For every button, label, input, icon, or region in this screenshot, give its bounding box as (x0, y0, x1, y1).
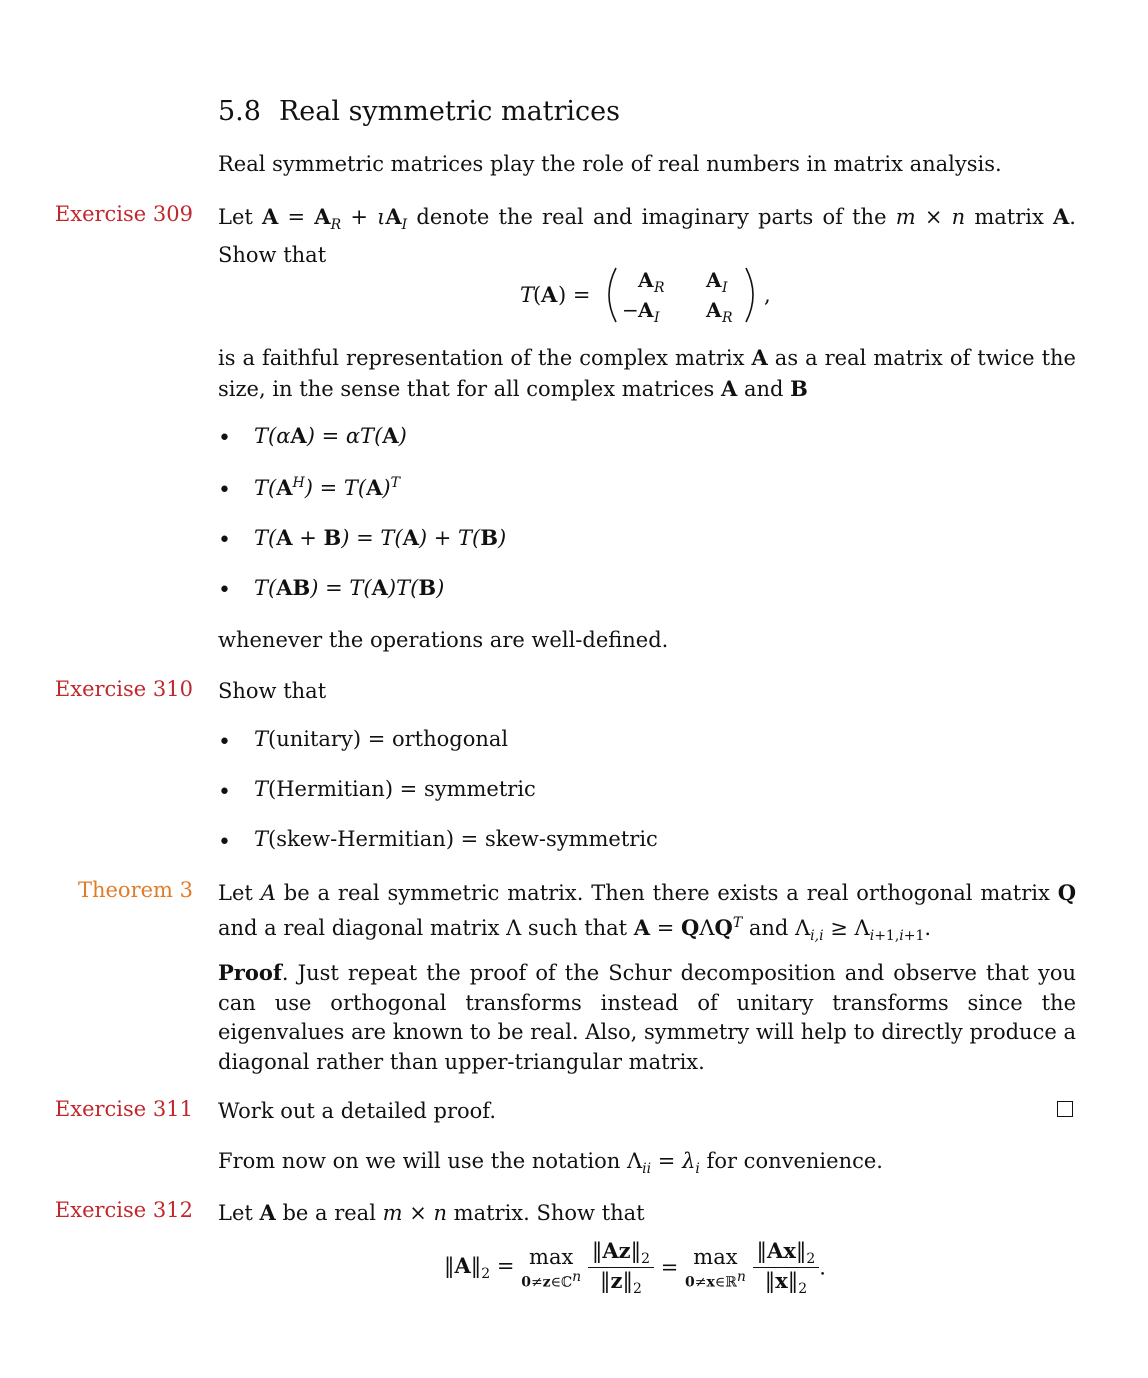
svg-text:A: A (706, 268, 722, 292)
exercise-309-label: Exercise 309 (54, 202, 193, 226)
svg-text:A: A (638, 268, 654, 292)
svg-text:I: I (722, 280, 728, 296)
norm-equation: $‖A‖_2$ = max 0≠z∈ℂ$^n$ $\frac{‖Az‖_2}{‖z‖_2}$ = max 0≠x∈ℝ$^n$ $\frac{‖Ax‖_2}{‖x‖_2}$ . (444, 1238, 826, 1298)
exercise-309-statement: Let $A = A_R + \iota A_I$ denote the real and imaginary parts of the m × n matrix A. Show that (218, 204, 1076, 267)
t-matrix-equation (520, 262, 780, 328)
svg-text:A: A (706, 298, 722, 322)
svg-text:A: A (638, 298, 654, 322)
svg-text:(: ( (533, 283, 542, 307)
exercise-311-label: Exercise 311 (54, 1097, 193, 1121)
theorem-3-statement: Let A be a real symmetric matrix. Then there exists a real orthogonal matrix Q and a real diagonal matrix Λ such that $A = Q\Lambda Q^T$ and $\Lambda_{i,i} \ge \Lambda_{i+1,i+1}$. (218, 880, 1076, 944)
t-matrix-equation-svg (520, 262, 780, 328)
svg-text:A: A (541, 282, 558, 307)
svg-text:I: I (654, 310, 660, 326)
svg-text:,: , (764, 283, 771, 307)
theorem-3-label: Theorem 3 (77, 878, 193, 902)
svg-text:R: R (722, 310, 733, 326)
qed-box-icon (1057, 1101, 1073, 1117)
exercise-309-paragraph-2: is a faithful representation of the complex matrix A as a real matrix of twice the size, in the sense that for all complex matrices A and B (218, 345, 1076, 401)
proof-paragraph: Proof. Just repeat the proof of the Schur decomposition and observe that you can use orthogonal transforms instead of unitary transforms since the eigenvalues are known to be real. Also, symmetry will help to directly produce a diagonal rather than upper-triangular matrix. (218, 960, 1076, 1074)
exercise-312-label: Exercise 312 (54, 1198, 193, 1222)
svg-text:−: − (622, 298, 639, 322)
notation-paragraph: From now on we will use the notation $\Lambda_{ii} = \lambda_i$ for convenience. (218, 1149, 883, 1178)
svg-text:T: T (520, 283, 535, 307)
exercise-312-text: Let A be a real m × n matrix. Show that (218, 1200, 645, 1225)
intro-paragraph: Real symmetric matrices play the role of real numbers in matrix analysis. (218, 152, 1002, 176)
svg-text:R: R (654, 280, 665, 296)
section-title: Real symmetric matrices (278, 96, 621, 127)
section-heading (218, 96, 620, 127)
section-number: 5.8 (218, 96, 261, 127)
exercise-310-text: Show that (218, 679, 327, 703)
exercise-310-label: Exercise 310 (54, 677, 193, 701)
proof-label: Proof (218, 960, 282, 985)
exercise-309-closing: whenever the operations are well-defined. (218, 628, 669, 652)
proof-text: Just repeat the proof of the Schur decomposition and observe that you can use orthogonal transforms instead of unitary transforms since the eigenvalues are known to be real. Also, symmetry will help to directly produce a diagonal rather than upper-triangular matrix. (218, 961, 1076, 1074)
exercise-311-text: Work out a detailed proof. (218, 1099, 496, 1123)
svg-text:) =: ) = (558, 283, 591, 307)
